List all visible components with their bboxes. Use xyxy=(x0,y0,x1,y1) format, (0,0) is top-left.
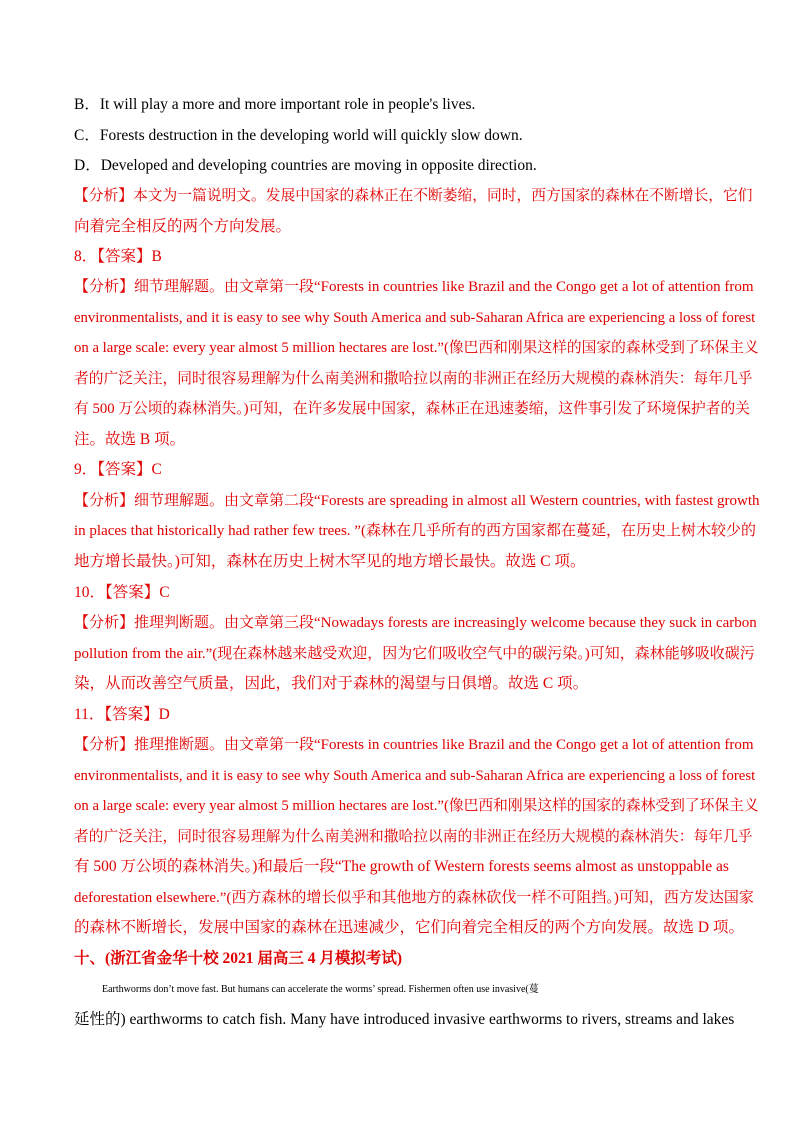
analysis-10-line: pollution from the air.”(现在森林越来越受欢迎，因为它们吸收空气中的碳污染。)可知，森林能够吸收碳污 xyxy=(74,646,755,662)
analysis-summary: 【分析】本文为一篇说明文。发展中国家的森林正在不断萎缩，同时，西方国家的森林在不断增长，它们 xyxy=(74,188,753,204)
analysis-8-line: on a large scale: every year almost 5 million hectares are lost.”(像巴西和刚果这样的国家的森林受到了环保主义 xyxy=(74,340,759,356)
analysis-8-line: 注。故选 B 项。 xyxy=(74,431,186,448)
analysis-11-line: 者的广泛关注，同时很容易理解为什么南美洲和撒哈拉以南的非洲正在经历大规模的森林消失：每年几乎 xyxy=(74,829,753,845)
passage-paragraph: Earthworms don’t move fast. But humans can accelerate the worms’ spread. Fishermen often use invasive(蔓 xyxy=(102,984,539,995)
analysis-9: 【分析】细节理解题。由文章第二段“Forests are spreading in almost all Western countries, with fastest growth xyxy=(74,493,760,509)
answer-8: 8．【答案】B xyxy=(74,248,162,265)
option-d: D．Developed and developing countries are moving in opposite direction. xyxy=(74,157,537,174)
analysis-11-line: environmentalists, and it is easy to see why South America and sub-Saharan Africa are experiencing a loss of forest xyxy=(74,768,756,784)
analysis-10: 【分析】推理判断题。由文章第三段“Nowadays forests are increasingly welcome because they suck in carbon xyxy=(74,615,757,631)
analysis-11-line: deforestation elsewhere.”(西方森林的增长似乎和其他地方的森林砍伐一样不可阻挡。)可知，西方发达国家 xyxy=(74,890,754,906)
analysis-8-line: 有 500 万公顷的森林消失。)可知，在许多发展中国家，森林正在迅速萎缩，这件事引发了环境保护者的关 xyxy=(74,401,751,417)
analysis-11: 【分析】推理推断题。由文章第一段“Forests in countries like Brazil and the Congo get a lot of attention from xyxy=(74,737,754,753)
analysis-10-line: 染，从而改善空气质量，因此，我们对于森林的渴望与日俱增。故选 C 项。 xyxy=(74,675,589,692)
analysis-summary-cont: 向着完全相反的两个方向发展。 xyxy=(74,218,292,235)
option-c: C．Forests destruction in the developing world will quickly slow down. xyxy=(74,127,523,144)
analysis-9-line: 地方增长最快。)可知，森林在历史上树木罕见的地方增长最快。故选 C 项。 xyxy=(74,553,586,570)
option-b: B．It will play a more and more important role in people's lives. xyxy=(74,96,476,113)
analysis-11-line: 的森林不断增长，发展中国家的森林在迅速减少，它们向着完全相反的两个方向发展。故选 D 项。 xyxy=(74,919,744,936)
answer-10: 10．【答案】C xyxy=(74,584,170,601)
analysis-8-line: environmentalists, and it is easy to see why South America and sub-Saharan Africa are experiencing a loss of forest xyxy=(74,310,756,326)
analysis-9-line: in places that historically had rather few trees. ”(森林在几乎所有的西方国家都在蔓延，在历史上树木较少的 xyxy=(74,523,756,539)
analysis-8: 【分析】细节理解题。由文章第一段“Forests in countries like Brazil and the Congo get a lot of attention from xyxy=(74,279,754,295)
answer-11: 11．【答案】D xyxy=(74,706,170,723)
passage-paragraph-cont: 延性的) earthworms to catch fish. Many have introduced invasive earthworms to rivers, streams and lakes xyxy=(74,1011,735,1028)
section-heading: 十、(浙江省金华十校 2021 届高三 4 月模拟考试) xyxy=(74,950,403,967)
answer-9: 9．【答案】C xyxy=(74,461,162,478)
analysis-11-line: on a large scale: every year almost 5 million hectares are lost.”(像巴西和刚果这样的国家的森林受到了环保主义 xyxy=(74,798,759,814)
analysis-11-line: 有 500 万公顷的森林消失。)和最后一段“The growth of Western forests seems almost as unstoppable as xyxy=(74,858,729,875)
analysis-8-line: 者的广泛关注，同时很容易理解为什么南美洲和撒哈拉以南的非洲正在经历大规模的森林消失：每年几乎 xyxy=(74,371,753,387)
